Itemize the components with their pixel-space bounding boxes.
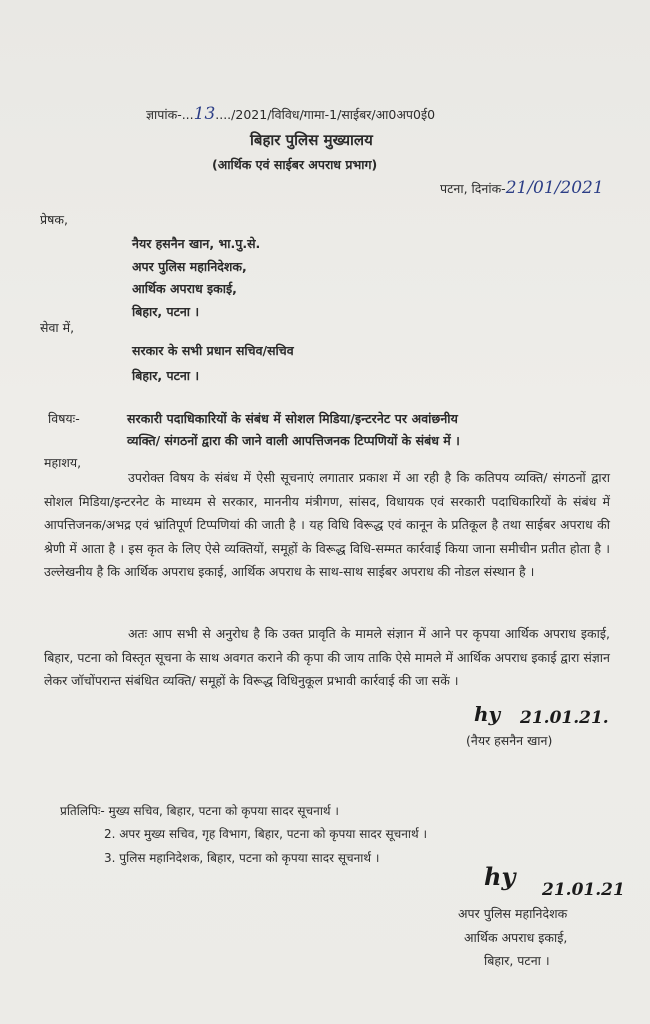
sender-line: अपर पुलिस महानिदेशक,: [132, 259, 247, 274]
salutation: महाशय,: [44, 455, 82, 470]
subject-line: सरकारी पदाधिकारियों के संबंध में सोशल मिडिया/इन्टरनेट पर अवांछनीय: [127, 411, 458, 426]
handwritten-date: 21/01/2021: [505, 178, 604, 198]
body-paragraph: उपरोक्त विषय के संबंध में ऐसी सूचनाएं लगातार प्रकाश में आ रही है कि कतिपय व्यक्ति/ संगठनों द्वारा सोशल मिडिया/इन्टरनेट के माध्यम से सरकार, माननीय मंत्रीगण, सांसद, विधायक एवं सरकारी पदाधिकारियों के संबंध में आपत्तिजनक/अभद्र एवं भ्रांतिपूर्ण टिप्पणियां की जाती है । यह विधि विरूद्ध एवं कानून के प्रतिकूल है तथा साईबर अपराध की श्रेणी में आता है । इस कृत के लिए ऐसे व्यक्तियों, समूहों के विरूद्ध विधि-सम्मत कार्रवाई किया जाना समीचीन प्रतीत होता है । उल्लेखनीय है कि आर्थिक अपराध इकाई, आर्थिक अपराध के साथ-साथ साईबर अपराध की नोडल संस्थान है ।: [44, 470, 610, 579]
reference-dots: ...: [181, 107, 194, 122]
signatory-designation: अपर पुलिस महानिदेशक: [458, 906, 568, 921]
signatory-designation: आर्थिक अपराध इकाई,: [464, 930, 568, 945]
signatory-designation: बिहार, पटना ।: [484, 953, 550, 968]
office-title: बिहार पुलिस मुख्यालय: [250, 131, 373, 149]
recipient-line: सरकार के सभी प्रधान सचिव/सचिव: [132, 343, 294, 358]
recipient-line: बिहार, पटना ।: [132, 368, 200, 383]
reference-prefix: ज्ञापांक-: [146, 107, 182, 122]
place-date-label: पटना, दिनांक-: [440, 181, 506, 196]
body-paragraph: अतः आप सभी से अनुरोध है कि उक्त प्रावृति के मामले संज्ञान में आने पर कृपया आर्थिक अपराध इकाई, बिहार, पटना को विस्तृत सूचना के साथ अवगत कराने की कृपा की जाय ताकि ऐसे मामले में आर्थिक अपराध इकाई द्वारा संज्ञान लेकर जॉचोंपरान्त संबंधित व्यक्ति/ समूहों के विरूद्ध विधिनुकूल प्रभावी कार्रवाई की जा सकें ।: [44, 626, 610, 688]
recipient-label: सेवा में,: [40, 320, 75, 335]
signatory-name: (नैयर हसनैन खान): [466, 733, 553, 748]
subject-label: विषयः-: [48, 411, 80, 426]
copy-to-label: प्रतिलिपिः-: [60, 804, 105, 818]
reference-suffix: /2021/विविध/गामा-1/साईबर/आ0अप0ई0: [231, 107, 436, 122]
sender-line: बिहार, पटना ।: [132, 304, 200, 319]
sender-line: नैयर हसनैन खान, भा.पु.से.: [132, 236, 261, 251]
place-date: [440, 180, 604, 197]
reference-handwritten-number: 13: [193, 104, 216, 124]
sender-line: आर्थिक अपराध इकाई,: [132, 281, 237, 296]
subject-line: व्यक्ति/ संगठनों द्वारा की जाने वाली आपत्तिजनक टिप्पणियों के संबंध में ।: [127, 433, 460, 448]
reference-dots: ....: [215, 107, 232, 122]
copy-to: [60, 802, 339, 819]
signature-date: 21.01.21: [542, 880, 625, 900]
copy-item: 3. पुलिस महानिदेशक, बिहार, पटना को कृपया सादर सूचनार्थ ।: [104, 851, 380, 865]
copy-item: मुख्य सचिव, बिहार, पटना को कृपया सादर सूचनार्थ ।: [108, 804, 339, 818]
copy-item: 2. अपर मुख्य सचिव, गृह विभाग, बिहार, पटना को कृपया सादर सूचनार्थ ।: [104, 827, 428, 841]
reference-number: [146, 106, 435, 123]
office-subtitle: (आर्थिक एवं साईबर अपराध प्रभाग): [212, 157, 378, 172]
signature-scribble: hy: [474, 702, 501, 726]
signature-scribble: hy: [484, 862, 516, 891]
sender-label: प्रेषक,: [40, 212, 68, 227]
signature-date: 21.01.21.: [520, 708, 609, 728]
